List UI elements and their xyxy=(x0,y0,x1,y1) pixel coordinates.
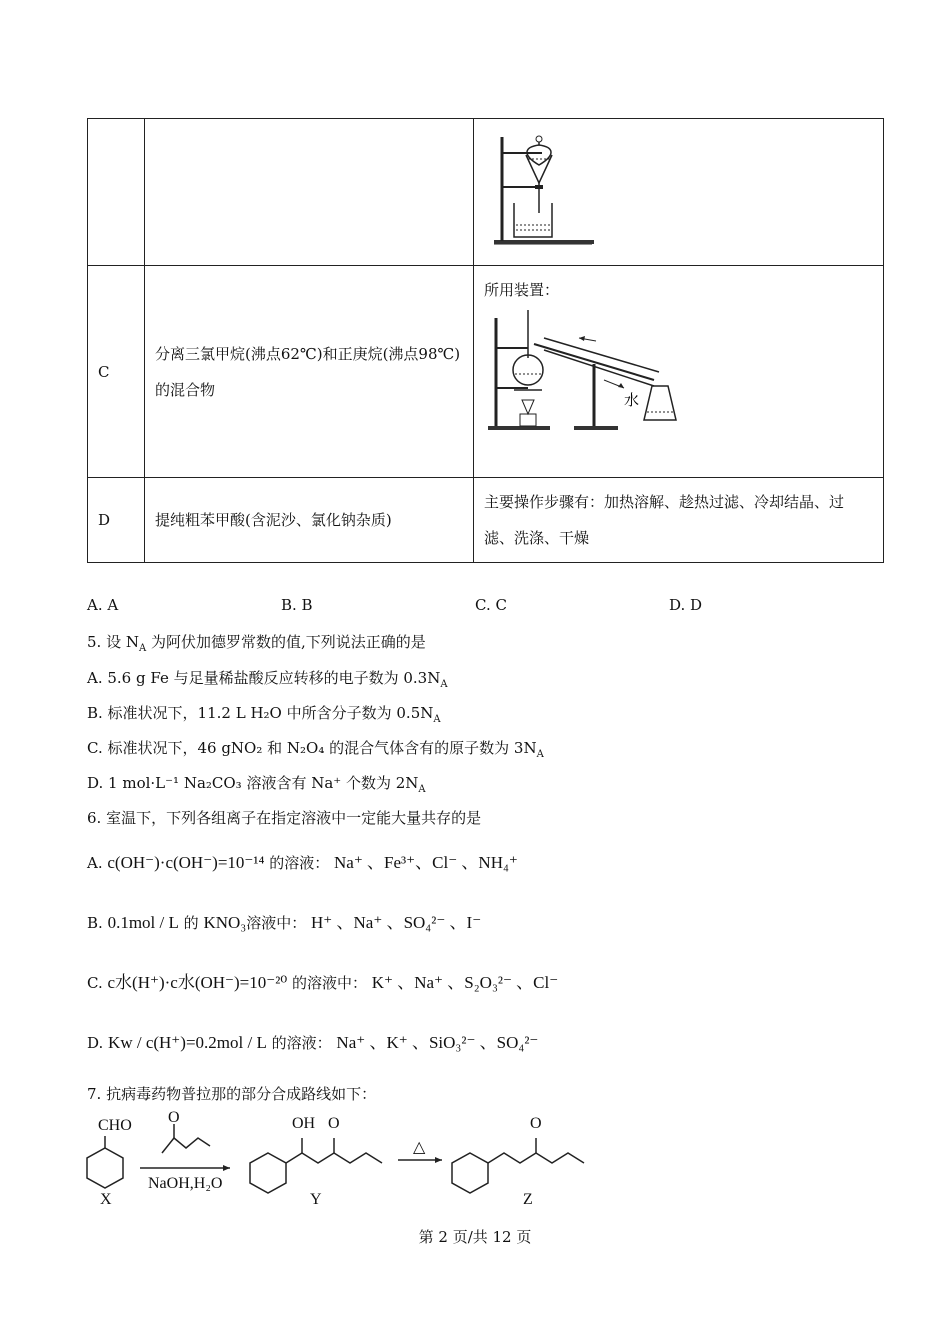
table-row xyxy=(88,119,884,266)
row-description: 分离三氯甲烷(沸点62℃)和正庚烷(沸点98℃)的混合物 xyxy=(145,266,474,478)
q5-stem: 5. 设 $N_A$ 为阿伏加德罗常数的值,下列说法正确的是 xyxy=(87,633,426,654)
q5-option-c: C. 标准状况下，46 gNO₂ 和 N₂O₄ 的混合气体含有的原子数为 $3N_A$ xyxy=(87,739,544,760)
compound-z-label: Z xyxy=(523,1191,533,1208)
compound-x-label: X xyxy=(100,1191,112,1208)
q5-option-d: D. 1 mol·L⁻¹ Na₂CO₃ 溶液含有 Na⁺ 个数为 $2N_A$ xyxy=(87,774,426,795)
table-row xyxy=(88,478,884,563)
row-label: D xyxy=(88,478,145,563)
heat-label: △ xyxy=(413,1139,426,1156)
q6-stem: 6. 室温下，下列各组离子在指定溶液中一定能大量共存的是 xyxy=(87,809,482,827)
q6-option-d: D. Kw / c(H⁺)=0.2mol / L 的溶液： Na⁺ 、K⁺ 、SiO₃²⁻ 、SO₄²⁻ xyxy=(87,1033,539,1052)
device-caption: 所用装置： xyxy=(484,281,560,299)
cho-label: CHO xyxy=(98,1117,132,1134)
page-footer: 第 2 页/共 12 页 xyxy=(418,1228,532,1246)
q5-option-b: B. 标准状况下，11.2 L H₂O 中所含分子数为 $0.5N_A$ xyxy=(87,704,441,725)
y-o-label: O xyxy=(328,1115,340,1132)
q5-option-a: A. 5.6 g Fe 与足量稀盐酸反应转移的电子数为 $0.3N_A$ xyxy=(87,669,448,690)
options-table xyxy=(87,118,884,563)
water-label: 水 xyxy=(624,391,640,409)
row-description xyxy=(145,119,474,266)
z-o-label: O xyxy=(530,1115,542,1132)
compound-y-label: Y xyxy=(310,1191,322,1208)
row-device-text: 主要操作步骤有：加热溶解、趁热过滤、冷却结晶、过滤、洗涤、干燥 xyxy=(474,478,884,563)
distillation-figure xyxy=(484,308,694,436)
row-device xyxy=(474,119,884,266)
q6-option-c: C. c水(H⁺)·c水(OH⁻)=10⁻²⁰ 的溶液中： K⁺ 、Na⁺ 、S₂O₃²⁻ 、Cl⁻ xyxy=(87,973,559,992)
answer-b: B. B xyxy=(281,596,313,614)
oh-label: OH xyxy=(292,1115,316,1132)
ketone-o-label: O xyxy=(168,1109,180,1126)
reagent-label: NaOH,H₂O xyxy=(148,1175,223,1192)
row-description: 提纯粗苯甲酸(含泥沙、氯化钠杂质) xyxy=(145,478,474,563)
synthesis-route xyxy=(80,1108,620,1208)
answer-c: C. C xyxy=(475,596,507,614)
separatory-funnel-figure xyxy=(484,125,634,255)
row-device xyxy=(474,266,884,478)
table-row xyxy=(88,266,884,478)
row-label: C xyxy=(88,266,145,478)
q6-option-b: B. 0.1mol / L 的 KNO₃溶液中： H⁺ 、Na⁺ 、SO₄²⁻ 、I⁻ xyxy=(87,913,482,932)
q7-stem: 7. 抗病毒药物普拉那的部分合成路线如下： xyxy=(87,1085,377,1103)
answer-a: A. A xyxy=(87,596,119,614)
q6-option-a: A. c(OH⁻)·c(OH⁻)=10⁻¹⁴ 的溶液： Na⁺ 、Fe³⁺、Cl⁻ 、NH₄⁺ xyxy=(87,853,518,872)
row-label xyxy=(88,119,145,266)
answer-d: D. D xyxy=(669,596,703,614)
